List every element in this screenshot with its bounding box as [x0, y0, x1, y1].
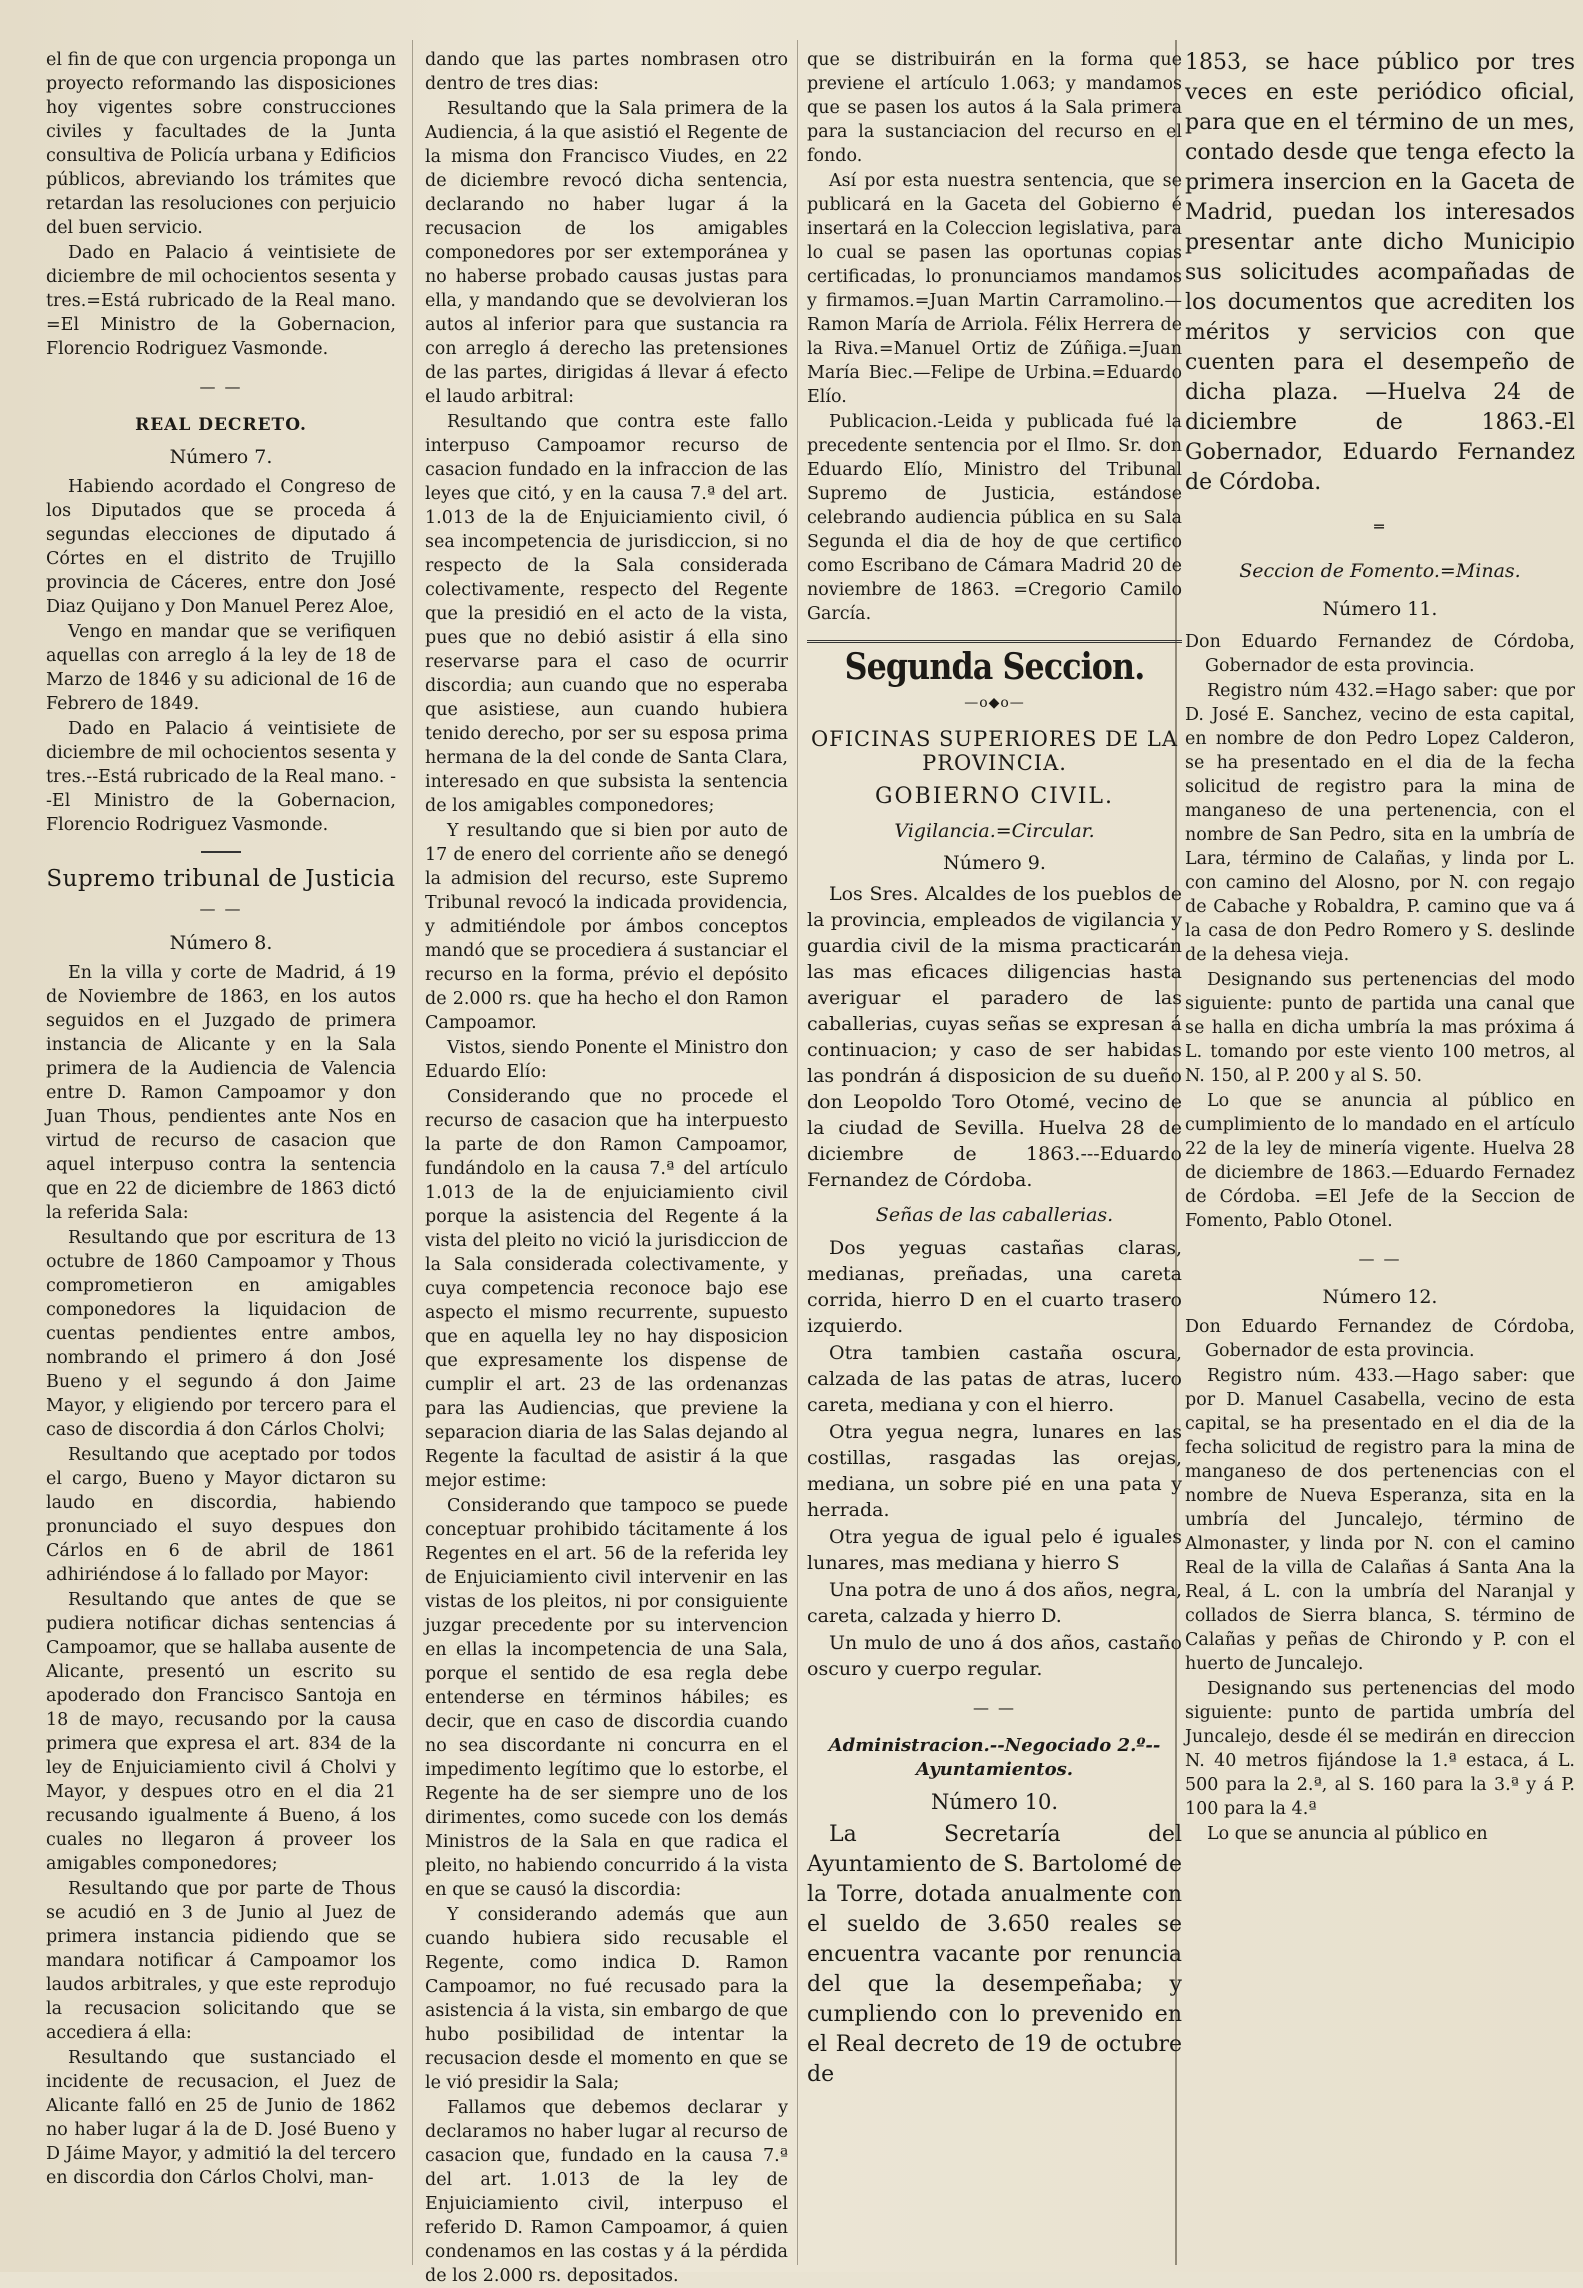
- separator: [201, 851, 241, 853]
- section-heading: Supremo tribunal de Justicia: [46, 866, 396, 892]
- paragraph: el fin de que con urgencia proponga un proyecto reformando las disposiciones hoy vigentes sobre construcciones civiles y facultades de la Junta consultiva de Policía urbana y Edificios públicos, abreviando los trámites que retardan las resoluciones con perjuicio del buen servicio.: [46, 50, 396, 238]
- item-number: Número 11.: [1322, 598, 1438, 620]
- item-number: Número 9.: [943, 852, 1046, 874]
- section-heading: Seccion de Fomento.=Minas.: [1239, 560, 1521, 582]
- paragraph: Resultando que antes de que se pudiera notificar dichas sentencias á Campoamor, que se hallaba ausente de Alicante, presentó un escrito su apoderado don Francisco Santoja en 18 de mayo, recusando por la causa primera que expresa el art. 834 de la ley de Enjuiciamiento civil á Cholvi y Mayor, y despues otro en el dia 21 recusando igualmente á Bueno, á los cuales no llegaron á proveer los amigables componedores;: [46, 1590, 396, 1874]
- paragraph: Dado en Palacio á veintisiete de diciembre de mil ochocientos sesenta y tres.=Está rubricado de la Real mano. =El Ministro de la Gobernacion, Florencio Rodriguez Vasmonde.: [46, 243, 396, 359]
- paragraph: Considerando que no procede el recurso de casacion que ha interpuesto la parte de don Ramon Campoamor, fundándolo en la causa 7.ª del artículo 1.013 de la de enjuiciamiento civil porque la asistencia del Regente á la vista del pleito no vició la jurisdiccion de la Sala considerada colectivamente, y cuya competencia reconoce bajo ese aspecto el mismo recurrente, supuesto que en aquella ley no hay disposicion que expresamente los dispense de cumplir el art. 23 de las ordenanzas para las Audiencias, que previene la separacion diaria de las Salas dejando al Regente la facultad de asistir á la que mejor estime:: [425, 1087, 788, 1491]
- paragraph: Designando sus pertenencias del modo siguiente: punto de partida umbría del Juncalejo, desde él se medirán en direccion N. 40 metros fijándose la 1.ª estaca, á L. 500 para la 2.ª, al S. 160 para la 3.ª y á P. 100 para la 4.ª: [1185, 1679, 1575, 1819]
- paragraph: Dado en Palacio á veintisiete de diciembre de mil ochocientos sesenta y tres.--Está rubricado de la Real mano. --El Ministro de la Gobernacion, Florencio Rodriguez Vasmonde.: [46, 719, 396, 835]
- column-2: [425, 48, 788, 2286]
- paragraph: Otra yegua de igual pelo é iguales lunares, mas mediana y hierro S: [807, 1526, 1182, 1574]
- paragraph: Otra tambien castaña oscura, calzada de las patas de atras, lucero careta, mediana y con el hierro.: [807, 1342, 1182, 1416]
- item-number: Número 12.: [1322, 1286, 1438, 1308]
- subsection-heading: Administracion.--Negociado 2.º--Ayuntamientos.: [828, 1735, 1161, 1780]
- section-heading: OFICINAS SUPERIORES DE LA PROVINCIA.: [810, 727, 1179, 775]
- paragraph: Y resultando que si bien por auto de 17 de enero del corriente año se denegó la admision del recurso, este Supremo Tribunal revocó la indicada providencia, y admitiéndole por ámbos conceptos mandó que se procediera á sustanciar el recurso en la forma, prévio el depósito de 2.000 rs. que ha hecho el don Ramon Campoamor.: [425, 821, 788, 1033]
- column-4: [1185, 48, 1575, 2263]
- separator: — —: [199, 899, 243, 918]
- section-heading: GOBIERNO CIVIL.: [874, 784, 1115, 809]
- column-rule: [797, 40, 798, 2265]
- paragraph: Designando sus pertenencias del modo siguiente: punto de partida una canal que se halla en dicha umbría la mas próxima á L. tomando por este viento 100 metros, al N. 150, al P. 200 y al S. 50.: [1185, 970, 1575, 1086]
- subsection-heading: Señas de las caballerias.: [875, 1204, 1114, 1226]
- divider: [807, 640, 1182, 643]
- paragraph: Así por esta nuestra sentencia, que se publicará en la Gaceta del Gobierno é insertará en la Coleccion legislativa, para lo cual se pasen las oportunas copias certificadas, lo pronunciamos mandamos y firmamos.=Juan Martin Carramolino.—Ramon María de Arriola. Félix Herrera de la Riva.=Manuel Ortiz de Zúñiga.=Juan María Biec.—Felipe de Urbina.=Eduardo Elío.: [807, 171, 1182, 407]
- paragraph: La Secretaría del Ayuntamiento de S. Bartolomé de la Torre, dotada anualmente con el sueldo de 3.650 reales se encuentra vacante por renuncia del que la desempeñaba; y cumpliendo con lo prevenido en el Real decreto de 19 de octubre de: [807, 1822, 1182, 2087]
- section-heading: REAL DECRETO.: [135, 415, 307, 435]
- paragraph: Dos yeguas castañas claras, medianas, preñadas, una careta corrida, hierro D en el cuarto trasero izquierdo.: [807, 1237, 1182, 1337]
- paragraph: Registro núm 432.=Hago saber: que por D. José E. Sanchez, vecino de esta capital, en nombre de don Pedro Lopez Calderon, se ha presentado en el dia de la fecha solicitud de registro para la mina de manganeso de una pertenencia, con el nombre de San Pedro, sita en la umbría de Lara, término de Calañas, y linda por L. con camino del Alosno, por N. con regajo de Cabache y Robaldra, P. camino que va á la casa de don Pedro Romero y S. deslinde de la dehesa vieja.: [1185, 681, 1575, 965]
- paragraph: Un mulo de uno á dos años, castaño oscuro y cuerpo regular.: [807, 1632, 1182, 1680]
- paragraph: Resultando que la Sala primera de la Audiencia, á la que asistió el Regente de la misma don Francisco Viudes, en 22 de diciembre revocó dicha sentencia, declarando no haber lugar á la recusacion de los amigables componedores por ser extemporánea y no haberse probado causas justas para ella, y mandando que se devolvieran los autos al inferior para que sustancia ra con arreglo á derecho las pretensiones de las partes, dirigidas á llevar á efecto el laudo arbitral:: [425, 99, 788, 407]
- paragraph: Lo que se anuncia al público en: [1207, 1824, 1488, 1844]
- subsection-heading: Vigilancia.=Circular.: [894, 820, 1095, 842]
- paragraph: Los Sres. Alcaldes de los pueblos de la provincia, empleados de vigilancia y guardia civil de la misma practicarán las mas eficaces diligencias hasta averiguar el paradero de las caballerias, cuyas señas se expresan á continuacion; y caso de ser habidas las pondrán á disposicion de su dueño don Leopoldo Toro Otomé, vecino de la ciudad de Sevilla. Huelva 28 de diciembre de 1863.---Eduardo Fernandez de Córdoba.: [807, 883, 1182, 1191]
- paragraph: dando que las partes nombrasen otro dentro de tres dias:: [425, 50, 788, 94]
- paragraph: Una potra de uno á dos años, negra, careta, calzada y hierro D.: [807, 1579, 1182, 1627]
- item-number: Número 10.: [931, 1790, 1058, 1814]
- paragraph: Habiendo acordado el Congreso de los Diputados que se proceda á segundas elecciones de diputado á Córtes en el distrito de Trujillo provincia de Cáceres, entre don José Diaz Quijano y Don Manuel Perez Aloe,: [46, 477, 396, 617]
- paragraph: Resultando que sustanciado el incidente de recusacion, el Juez de Alicante falló en 25 de Junio de 1862 no haber lugar á la de D. José Bueno y D Jáime Mayor, y admitió la del tercero en discordia don Cárlos Cholvi, man-: [46, 2048, 396, 2188]
- paragraph: Otra yegua negra, lunares en las costillas, rasgadas las orejas, mediana, un sobre pié en una pata y herrada.: [807, 1421, 1182, 1521]
- paragraph: Vistos, siendo Ponente el Ministro don Eduardo Elío:: [425, 1038, 788, 1082]
- paragraph: Resultando que por parte de Thous se acudió en 3 de Junio al Juez de primera instancia pidiendo que se mandara notificar á Campoamor los laudos arbitrales, y que este reprodujo la recusacion solicitando que se accediera á ella:: [46, 1879, 396, 2043]
- paragraph: Publicacion.-Leida y publicada fué la precedente sentencia por el Ilmo. Sr. don Eduardo Elío, Ministro del Tribunal Supremo de Justicia, estándose celebrando audiencia pública en su Sala Segunda el dia de hoy de que certifico como Escribano de Cámara Madrid 20 de noviembre de 1863. =Cregorio Camilo García.: [807, 412, 1182, 624]
- paragraph: 1853, se hace público por tres veces en este periódico oficial, para que en el término de un mes, contado desde que tenga efecto la primera insercion en la Gaceta de Madrid, puedan los interesados presentar ante dicho Municipio sus solicitudes acompañadas de los documentos que acrediten los méritos y servicios con que cuenten para el desempeño de dicha plaza. —Huelva 24 de diciembre de 1863.-El Gobernador, Eduardo Fernandez de Córdoba.: [1185, 50, 1575, 495]
- paragraph: Vengo en mandar que se verifiquen aquellas con arreglo á la ley de 18 de Marzo de 1846 y su adicional de 16 de Febrero de 1849.: [46, 622, 396, 714]
- paragraph: que se distribuirán en la forma que previene el artículo 1.063; y mandamos que se pasen los autos á la Sala primera para la sustanciacion del recurso en el fondo.: [807, 50, 1182, 166]
- column-1: [46, 48, 396, 2263]
- column-3: [807, 48, 1182, 2263]
- separator: — —: [972, 1698, 1017, 1717]
- paragraph: Don Eduardo Fernandez de Córdoba, Gobernador de esta provincia.: [1185, 1317, 1575, 1361]
- paragraph: Considerando que tampoco se puede conceptuar prohibido tácitamente á los Regentes en el art. 56 de la referida ley de Enjuiciamiento civil intervenir en las vistas de los pleitos, ni por consiguiente juzgar precedente por su intervencion en ellas la incompetencia de una Sala, porque el sentido de esa regla debe entenderse en términos hábiles; es decir, que en caso de discordia cuando no sea discordante ni concurra en el impedimento legítimo que lo estorbe, el Regente ha de ser siempre uno de los dirimentes, como sucede con los demás Ministros de la Sala en que radica el pleito, no habiendo concurrido á la vista en que se causó la discordia:: [425, 1496, 788, 1900]
- separator: — —: [199, 377, 243, 396]
- item-number: Número 8.: [169, 932, 273, 954]
- separator: ═: [1374, 517, 1386, 536]
- paragraph: Fallamos que debemos declarar y declaramos no haber lugar al recurso de casacion que, fundado en la causa 7.ª del art. 1.013 de la ley de Enjuiciamiento civil, interpuso el referido D. Ramon Campoamor, á quien condenamos en las costas y á la pérdida de los 2.000 rs. depositados.: [425, 2098, 788, 2286]
- paragraph: Don Eduardo Fernandez de Córdoba, Gobernador de esta provincia.: [1185, 632, 1575, 676]
- separator: — —: [1358, 1249, 1402, 1268]
- paragraph: Resultando que aceptado por todos el cargo, Bueno y Mayor dictaron su laudo en discordia, habiendo pronunciado el suyo despues don Cárlos en 6 de abril de 1861 adhiriéndose á lo fallado por Mayor:: [46, 1445, 396, 1585]
- paragraph: Resultando que contra este fallo interpuso Campoamor recurso de casacion fundado en la infraccion de las leyes que citó, y en la causa 7.ª del art. 1.013 de la de Enjuiciamiento civil, ó sea incompetencia de jurisdiccion, si no respecto de la Sala considerada colectivamente, respecto del Regente que la presidió en el acto de la vista, pues que no debió asistir á ella sino reservarse para el caso de ocurrir discordia; aun cuando que no esperaba que asistiese, aun cuando hubiera tenido derecho, por ser su esposa prima hermana de la del conde de Santa Clara, interesado en que subsista la sentencia de los amigables componedores;: [425, 412, 788, 816]
- paragraph: Registro núm. 433.—Hago saber: que por D. Manuel Casabella, vecino de esta capital, se ha presentado en el dia de la fecha solicitud de registro para la mina de manganeso de dos pertenencias con el nombre de Nueva Esperanza, sita en la umbría del Juncalejo, término de Almonaster, y linda por N. con el camino Real de la villa de Calañas á Santa Ana la Real, á L. con la umbría del Naranjal y collados de Sierra blanca, S. término de Calañas y peñas de Chirondo y P. con el huerto de Juncalejo.: [1185, 1366, 1575, 1674]
- item-number: Número 7.: [169, 446, 273, 468]
- section-title: Segunda Seccion.: [844, 646, 1145, 688]
- ornament: —o◆o—: [964, 695, 1025, 711]
- paragraph: Resultando que por escritura de 13 octubre de 1860 Campoamor y Thous comprometieron en amigables componedores la liquidacion de cuentas pendientes entre ambos, nombrando el primero á don José Bueno y el segundo á don Jaime Mayor, y eligiendo por tercero para el caso de discordia á don Cárlos Cholvi;: [46, 1228, 396, 1440]
- column-rule: [412, 40, 413, 2265]
- paragraph: En la villa y corte de Madrid, á 19 de Noviembre de 1863, en los autos seguidos en el Juzgado de primera instancia de Alicante y en la Sala primera de la Audiencia de Valencia entre D. Ramon Campoamor y don Juan Thous, pendientes ante Nos en virtud de recurso de casacion que aquel interpuso contra la sentencia que en 22 de diciembre de 1863 dictó la referida Sala:: [46, 963, 396, 1223]
- paragraph: Lo que se anuncia al público en cumplimiento de lo mandado en el artículo 22 de la ley de minería vigente. Huelva 28 de diciembre de 1863.—Eduardo Fernadez de Córdoba. =El Jefe de la Seccion de Fomento, Pablo Otonel.: [1185, 1091, 1575, 1231]
- paragraph: Y considerando además que aun cuando hubiera sido recusable el Regente, como indica D. Ramon Campoamor, no fué recusado para la asistencia á la vista, sin embargo de que hubo posibilidad de intentar la recusacion desde el momento en que se le vió presidir la Sala;: [425, 1905, 788, 2093]
